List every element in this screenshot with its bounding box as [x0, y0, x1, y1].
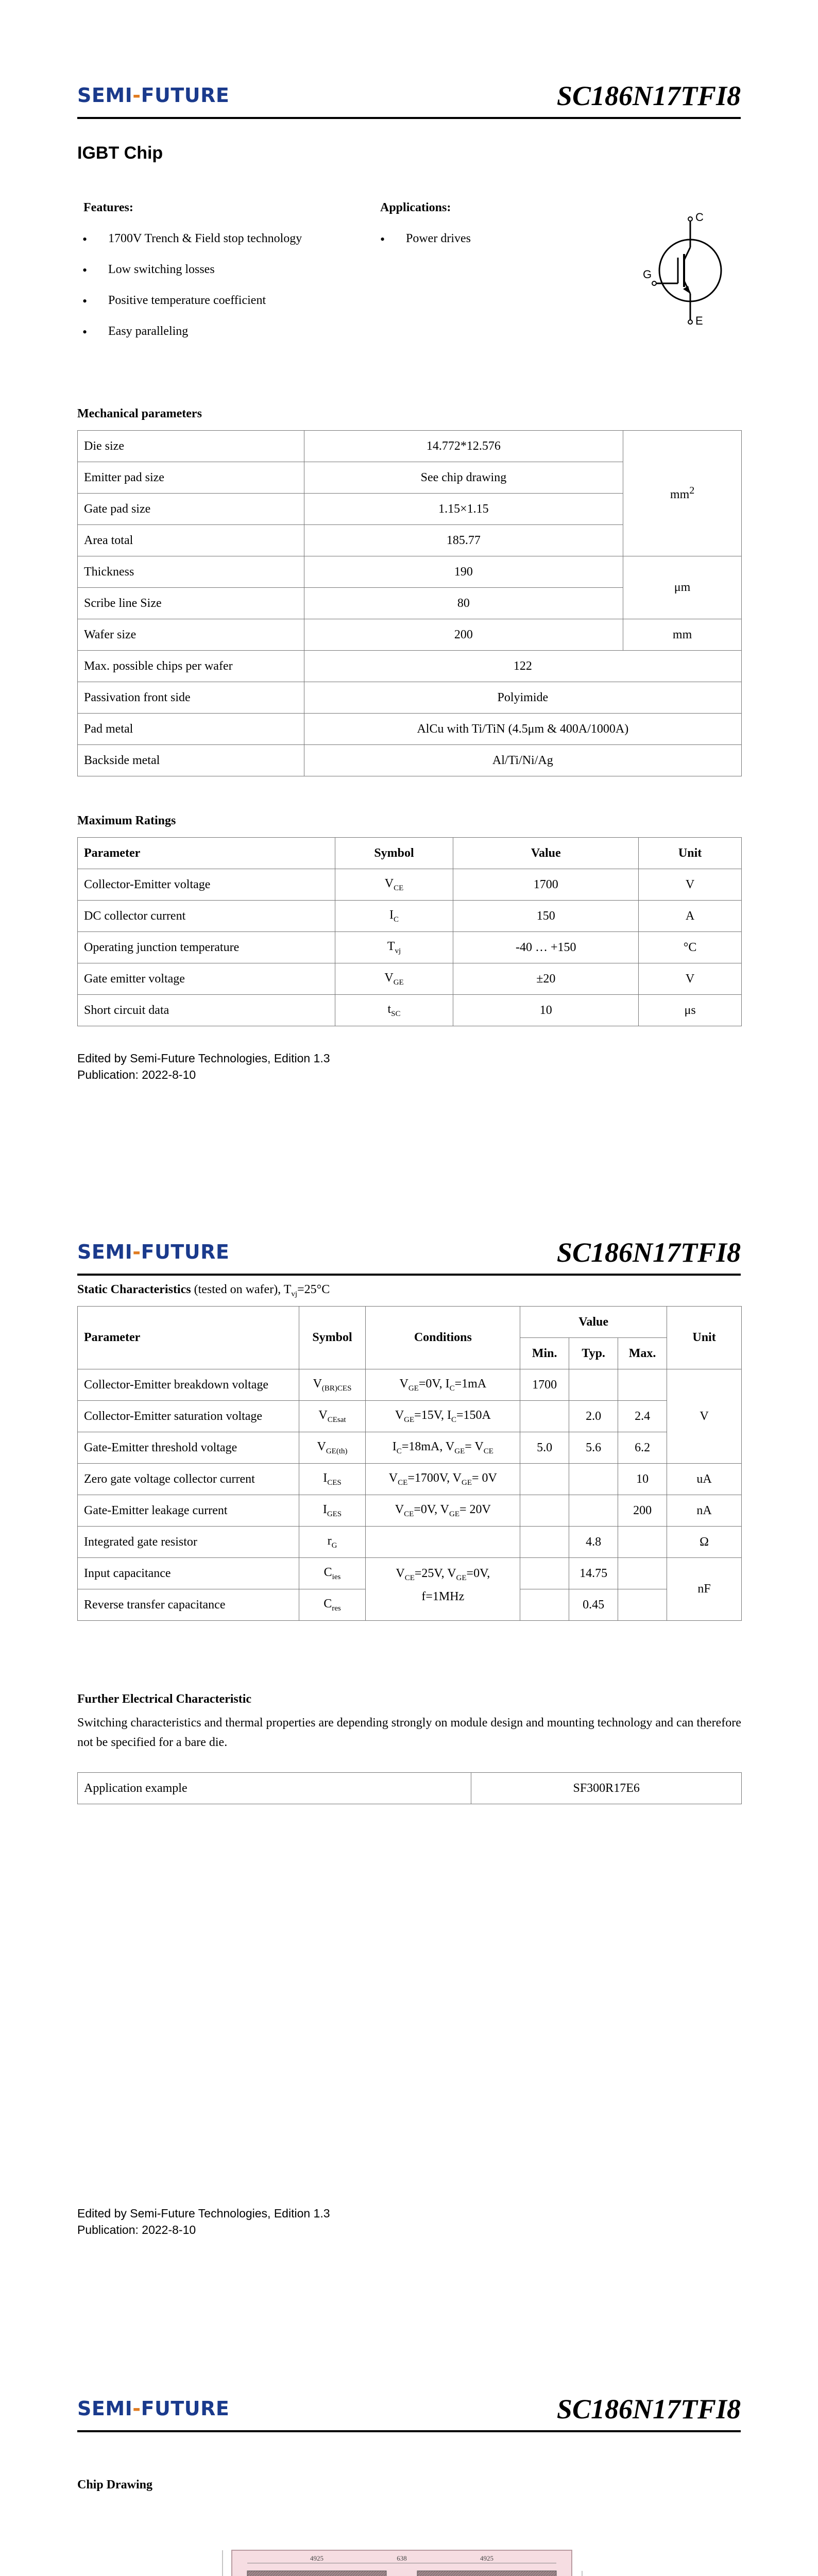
unit-cell: $mm^2$ — [623, 431, 742, 556]
table-row: Area total 185.77 — [78, 525, 742, 556]
table-row: Collector-Emitter voltage $V_{CE}$ 1700 V — [78, 869, 742, 901]
page-header — [77, 1236, 741, 1276]
application-table — [77, 1772, 742, 1804]
table-row: Collector-Emitter saturation voltage $V_{CEsat}$ $V_{GE}=15V$, $I_C=150A$ 2.0 2.4 — [78, 1401, 742, 1432]
table-row: Input capacitance $C_{ies}$ $V_{CE}=25V$, $V_{GE}=0V$, f=1MHz 14.75 nF — [78, 1558, 742, 1589]
table-row: Emitter pad size See chip drawing — [78, 462, 742, 494]
emitter-label: E — [695, 314, 703, 327]
collector-label: C — [695, 211, 704, 224]
table-row: Gate-Emitter threshold voltage $V_{GE(th)}$ $I_C=18mA$, $V_{GE}= V_{CE}$ 5.0 5.6 6.2 — [78, 1432, 742, 1464]
chip-drawing — [211, 2535, 608, 2576]
company-logo: SEMI-FUTURE — [77, 1241, 230, 1263]
list-item: • Power drives — [375, 232, 471, 263]
static-heading: Static Characteristics (tested on wafer), $T_{vj}=25^\circ C$ — [77, 1283, 330, 1298]
table-row: Wafer size 200 mm — [78, 619, 742, 651]
further-text: Switching characteristics and thermal properties are depending strongly on module design and mounting technology and can therefore not be specified for a bare die. — [77, 1716, 741, 1749]
company-logo: SEMI-FUTURE — [77, 2397, 230, 2420]
dim-label: 4925 — [480, 2554, 493, 2562]
table-row: Max. possible chips per wafer 122 — [78, 651, 742, 682]
page-footer: Edited by Semi-Future Technologies, Edition 1.3 Publication: 2022-8-10 — [77, 2207, 330, 2236]
gate-label: G — [643, 268, 652, 281]
further-heading: Further Electrical Characteristic — [77, 1692, 252, 1706]
list-item: • 1700V Trench & Field stop technology — [77, 232, 302, 263]
igbt-symbol-icon — [628, 209, 742, 332]
table-row: Gate pad size 1.15×1.15 — [78, 494, 742, 525]
page-3 — [0, 2313, 818, 2576]
table-row: Zero gate voltage collector current $I_{CES}$ $V_{CE}=1700V$, $V_{GE}= 0V$ 10 uA — [78, 1464, 742, 1495]
list-item: • Low switching losses — [77, 263, 302, 294]
mechanical-table — [77, 430, 742, 776]
page-header — [77, 80, 741, 119]
company-logo: SEMI-FUTURE — [77, 84, 230, 107]
dim-label: 4925 — [310, 2554, 323, 2562]
table-row: Reverse transfer capacitance $C_{res}$ 0.45 — [78, 1589, 742, 1621]
table-row: Pad metal AlCu with Ti/TiN (4.5μm & 400A/1000A) — [78, 714, 742, 745]
page-footer: Edited by Semi-Future Technologies, Edition 1.3 Publication: 2022-8-10 — [77, 1052, 330, 1081]
table-header-row: Min. Typ. Max. — [78, 1338, 742, 1369]
table-row: Scribe line Size 80 — [78, 588, 742, 619]
table-row: Short circuit data $t_{SC}$ 10 μs — [78, 995, 742, 1026]
table-row: Passivation front side Polyimide — [78, 682, 742, 714]
list-item: • Easy paralleling — [77, 325, 302, 355]
ratings-table — [77, 837, 742, 1026]
table-row: Thickness 190 μm — [78, 556, 742, 588]
emitter-pad — [247, 2571, 386, 2576]
list-item: • Positive temperature coefficient — [77, 294, 302, 325]
emitter-pad — [417, 2571, 556, 2576]
applications-list — [375, 232, 471, 263]
features-heading: Features: — [83, 201, 133, 214]
table-row: Gate emitter voltage $V_{GE}$ ±20 V — [78, 963, 742, 995]
table-row: Operating junction temperature $T_{vj}$ -40 … +150 °C — [78, 932, 742, 963]
table-row: Backside metal Al/Ti/Ni/Ag — [78, 745, 742, 776]
table-row: DC collector current $I_C$ 150 A — [78, 901, 742, 932]
static-characteristics-table — [77, 1306, 742, 1621]
part-number: SC186N17TFI8 — [556, 1237, 741, 1268]
features-list — [77, 232, 302, 355]
mechanical-heading: Mechanical parameters — [77, 407, 202, 420]
ratings-heading: Maximum Ratings — [77, 814, 176, 827]
table-row: Gate-Emitter leakage current $I_{GES}$ $V_{CE}=0V$, $V_{GE}= 20V$ 200 nA — [78, 1495, 742, 1527]
table-header-row: Parameter Symbol Conditions Value Unit — [78, 1307, 742, 1338]
table-row: Collector-Emitter breakdown voltage $V_{(BR)CES}$ $V_{GE}=0V$, $I_C=1mA$ 1700 V — [78, 1369, 742, 1401]
table-row: Die size 14.772*12.576 $mm^2$ — [78, 431, 742, 462]
chip-drawing-heading: Chip Drawing — [77, 2478, 153, 2492]
table-header-row: Parameter Symbol Value Unit — [78, 838, 742, 869]
table-row: Application example SF300R17E6 — [78, 1773, 742, 1804]
page-title: IGBT Chip — [77, 143, 163, 163]
dim-label: 638 — [397, 2554, 407, 2562]
part-number: SC186N17TFI8 — [556, 2394, 741, 2425]
page-2 — [0, 1157, 818, 2313]
applications-heading: Applications: — [380, 201, 451, 214]
page-1 — [0, 0, 818, 1157]
page-header — [77, 2393, 741, 2432]
part-number: SC186N17TFI8 — [556, 80, 741, 111]
table-row: Integrated gate resistor $r_G$ 4.8 Ω — [78, 1527, 742, 1558]
